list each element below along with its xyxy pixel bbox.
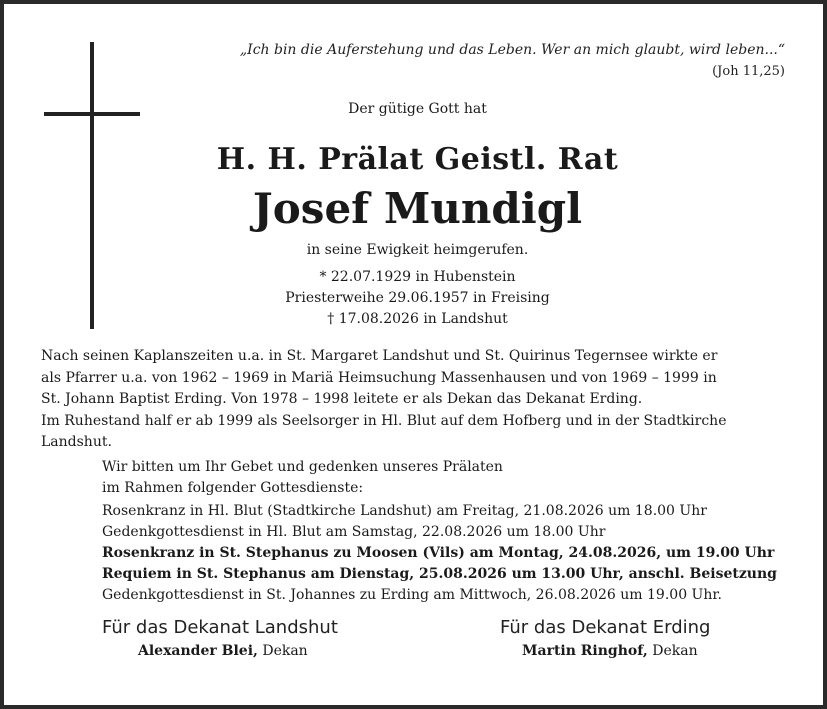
services-intro-line: Wir bitten um Ihr Gebet und gedenken unseres Prälaten bbox=[102, 459, 503, 475]
signer-role: Dekan bbox=[647, 643, 698, 659]
biography-line: St. Johann Baptist Erding. Von 1978 – 1998 leitete er als Dekan das Dekanat Erding. bbox=[41, 391, 643, 407]
services-intro-line: im Rahmen folgender Gottesdienste: bbox=[102, 480, 364, 496]
biography-line: Landshut. bbox=[41, 434, 112, 450]
passed-away-text: in seine Ewigkeit heimgerufen. bbox=[306, 242, 529, 258]
deceased-title: H. H. Prälat Geistl. Rat bbox=[216, 142, 619, 177]
service-item: Rosenkranz in Hl. Blut (Stadtkirche Landshut) am Freitag, 21.08.2026 um 18.00 Uhr bbox=[102, 503, 707, 519]
services-list bbox=[102, 457, 792, 606]
biography-line: Im Ruhestand half er ab 1999 als Seelsorger in Hl. Blut auf dem Hofberg und in der Stadtkirche bbox=[41, 412, 727, 429]
bible-quote: „Ich bin die Auferstehung und das Leben. Wer an mich glaubt, wird leben...“ bbox=[239, 42, 785, 58]
service-item-highlight: Rosenkranz in St. Stephanus zu Moosen (Vils) am Montag, 24.08.2026, um 19.00 Uhr bbox=[102, 545, 775, 561]
death-date: † 17.08.2026 in Landshut bbox=[327, 311, 508, 327]
deceased-name: Josef Mundigl bbox=[252, 184, 583, 233]
life-dates bbox=[4, 267, 827, 330]
signature-org-erding: Für das Dekanat Erding bbox=[500, 617, 711, 638]
biography-line: als Pfarrer u.a. von 1962 – 1969 in Mariä Heimsuchung Massenhausen und von 1969 – 1999 in bbox=[41, 369, 717, 386]
service-item: Gedenkgottesdienst in Hl. Blut am Samstag, 22.08.2026 um 18.00 Uhr bbox=[102, 524, 606, 540]
signer-role: Dekan bbox=[257, 643, 308, 659]
bible-reference: (Joh 11,25) bbox=[712, 64, 785, 79]
ordination-date: Priesterweihe 29.06.1957 in Freising bbox=[285, 290, 550, 306]
service-item-highlight: Requiem in St. Stephanus am Dienstag, 25.08.2026 um 13.00 Uhr, anschl. Beisetzung bbox=[102, 566, 777, 582]
biography-line: Nach seinen Kaplanszeiten u.a. in St. Margaret Landshut und St. Quirinus Tegernsee wirkte er bbox=[41, 348, 718, 364]
biography bbox=[41, 346, 795, 454]
signer-name: Alexander Blei, bbox=[138, 643, 258, 659]
signer-name: Martin Ringhof, bbox=[522, 643, 648, 659]
signer-landshut bbox=[138, 643, 308, 659]
service-item: Gedenkgottesdienst in St. Johannes zu Erding am Mittwoch, 26.08.2026 um 19.00 Uhr. bbox=[102, 587, 722, 603]
signature-org-landshut: Für das Dekanat Landshut bbox=[102, 617, 338, 638]
signer-erding bbox=[522, 643, 698, 659]
intro-text: Der gütige Gott hat bbox=[348, 101, 487, 117]
birth-date: * 22.07.1929 in Hubenstein bbox=[319, 269, 516, 285]
